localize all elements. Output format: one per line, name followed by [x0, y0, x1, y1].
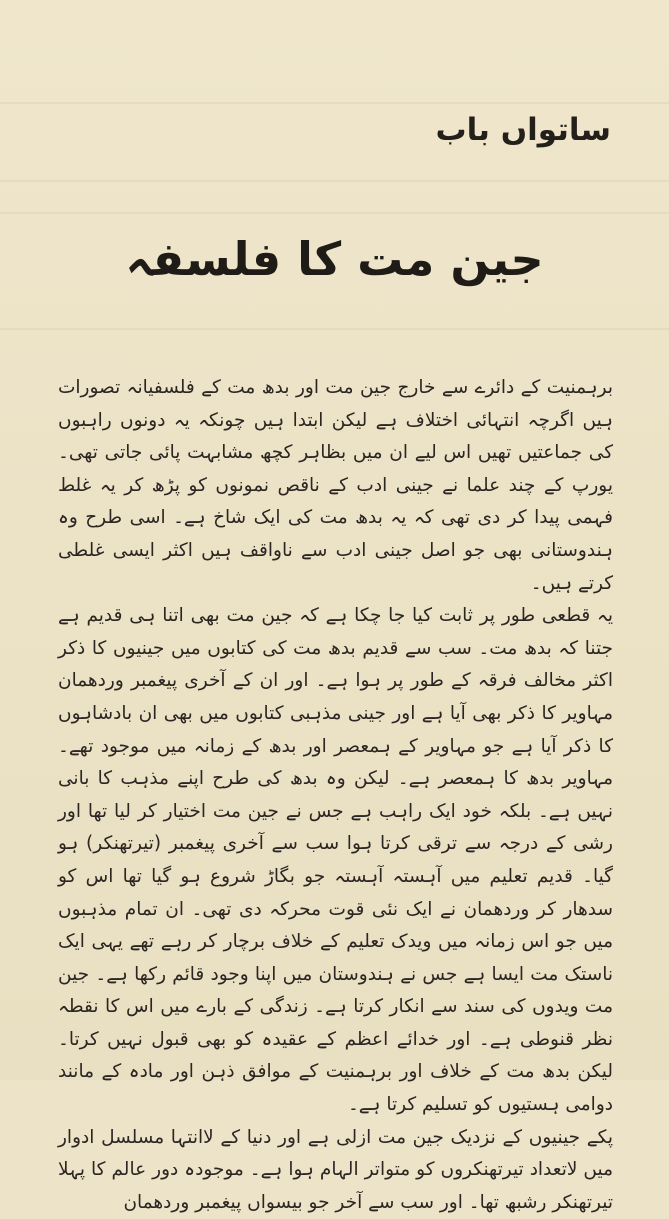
bleed-through-line [0, 102, 669, 104]
chapter-title: جین مت کا فلسفہ [125, 232, 544, 286]
body-text [58, 372, 613, 1219]
paragraph: یہ قطعی طور پر ثابت کیا جا چکا ہے کہ جین مت بھی اتنا ہی قدیم ہے جتنا کہ بدھ مت۔ سب سے قدیم بدھ مت کی کتابوں میں جینیوں کا ذکر اکثر مخالف فرقہ کے طور پر ہوا ہے۔ اور ان کے آخری پیغمبر وردھمان مہاویر کا ذکر بھی آیا ہے اور جینی مذہبی کتابوں میں بھی ان بادشاہوں کا ذکر آیا ہے جو مہاویر کے ہمعصر اور بدھ کے زمانہ میں موجود تھے۔ مہاویر بدھ کا ہمعصر ہے۔ لیکن وہ بدھ کی طرح اپنے مذہب کا بانی نہیں ہے۔ بلکہ خود ایک راہب ہے جس نے جین مت اختیار کر لیا تھا اور رشی کے درجہ سے ترقی کرتا ہوا سب سے آخری پیغمبر (تیرتھنکر) ہو گیا۔ قدیم تعلیم میں آہستہ آہستہ جو بگاڑ شروع ہو گیا تھا اس کو سدھار کر وردھمان نے ایک نئی قوت محرکہ دی تھی۔ ان تمام مذہبوں میں جو اس زمانہ میں ویدک تعلیم کے خلاف برچار کر رہے تھے یہی ایک ناستک مت ایسا ہے جس نے ہندوستان میں اپنا وجود قائم رکھا ہے۔ جین مت ویدوں کی سند سے انکار کرتا ہے۔ زندگی کے بارے میں اس کا نقطہ نظر قنوطی ہے۔ اور خدائے اعظم کے عقیدہ کو بھی قبول نہیں کرتا۔ لیکن بدھ مت کے خلاف اور برہمنیت کے موافق ذہن اور مادہ کے مانند دوامی ہستیوں کو تسلیم کرتا ہے۔ [58, 605, 613, 1116]
bleed-through-line [0, 212, 669, 214]
paragraph: برہمنیت کے دائرے سے خارج جین مت اور بدھ مت کے فلسفیانہ تصورات ہیں اگرچہ انتہائی اختلاف ہے لیکن ابتدا ہیں چونکہ یہ دونوں راہبوں کی جماعتیں تھیں اس لیے ان میں بظاہر کچھ مشابہت پائی جاتی تھی۔ یورپ کے چند علما نے جینی ادب کے ناقص نمونوں کو پڑھ کر یہ غلط فہمی پیدا کر دی تھی کہ یہ بدھ مت کی ایک شاخ ہے۔ اسی طرح وہ ہندوستانی بھی جو اصل جینی ادب سے ناواقف ہیں اکثر ایسی غلطی کرتے ہیں۔ [58, 377, 613, 594]
chapter-label: ساتواں باب [435, 112, 611, 148]
paragraph: پکے جینیوں کے نزدیک جین مت ازلی ہے اور دنیا کے لاانتہا مسلسل ادوار میں لاتعداد تیرتھنکروں کو متواتر الہام ہوا ہے۔ موجودہ دور عالم کا پہلا تیرتھنکر رشبھ تھا۔ اور سب سے آخر جو بیسواں پیغمبر وردھمان [58, 1126, 613, 1213]
bleed-through-line [0, 328, 669, 330]
bleed-through-line [0, 180, 669, 182]
